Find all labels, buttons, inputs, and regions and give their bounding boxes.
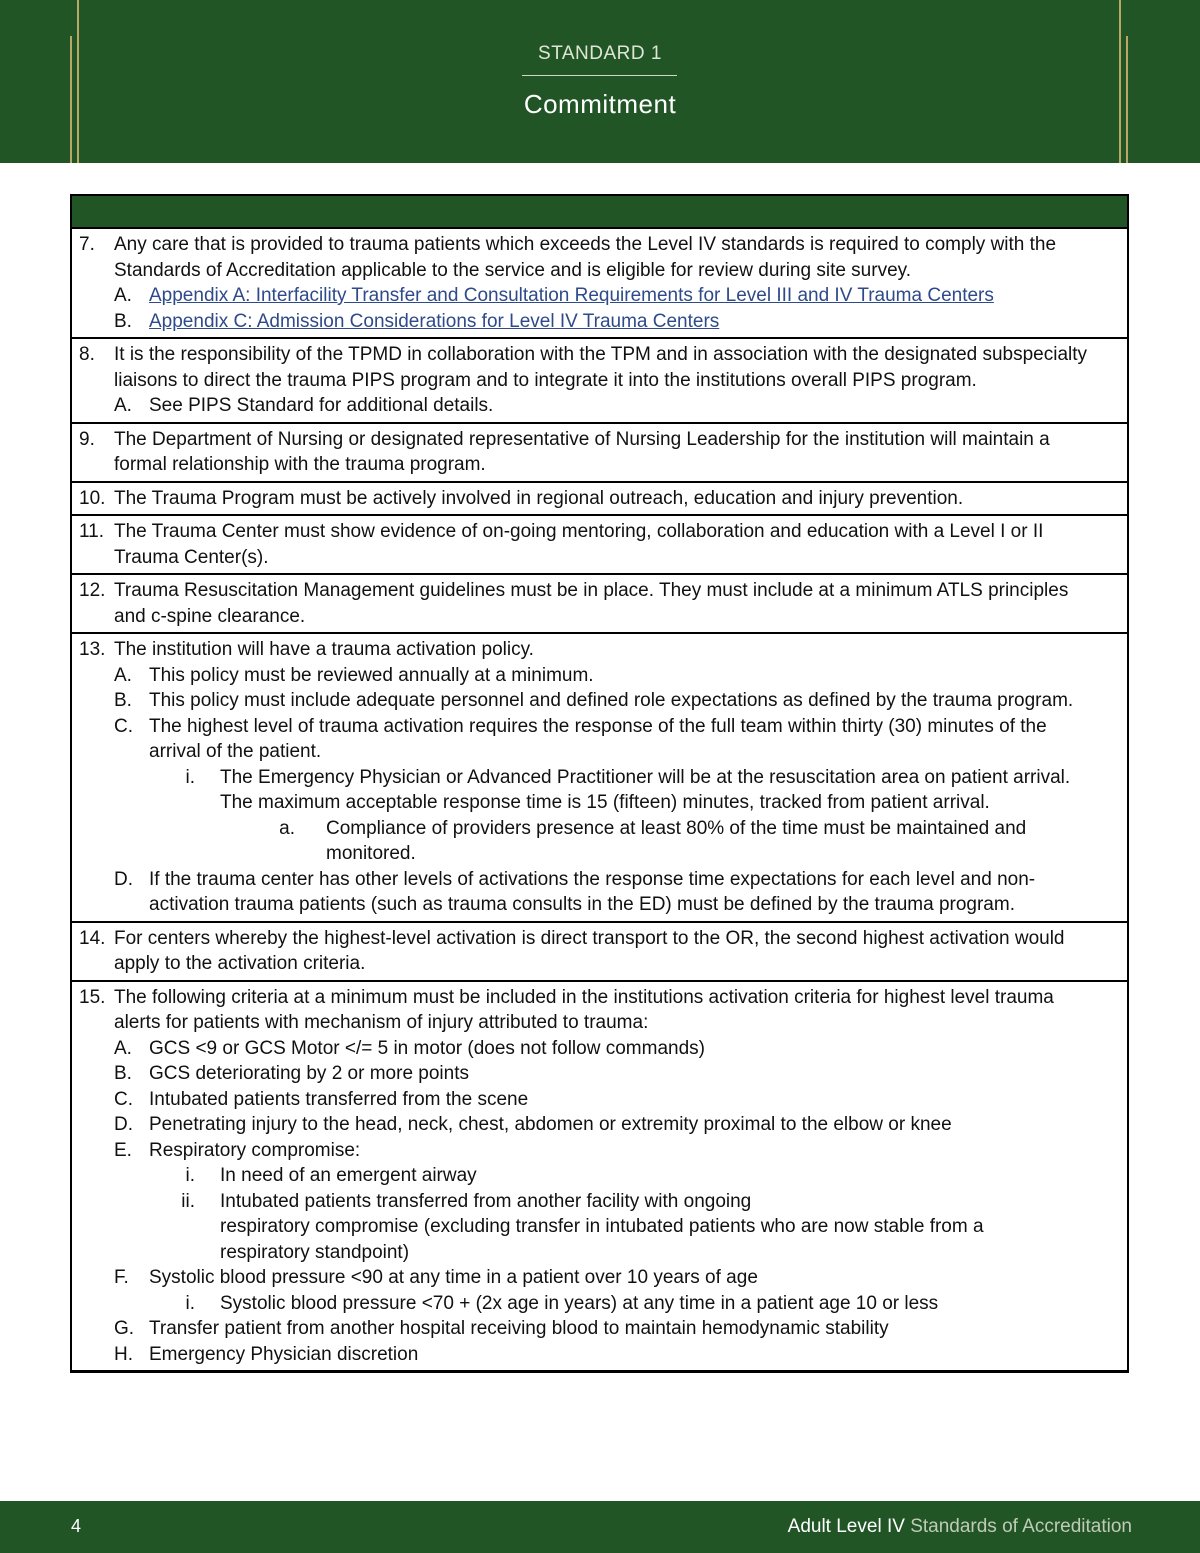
item-text: alerts for patients with mechanism of injury attributed to trauma: xyxy=(114,1012,649,1033)
table-row xyxy=(72,632,1127,921)
table-header-bar xyxy=(72,196,1127,229)
sub-text: Systolic blood pressure <90 at any time in a patient over 10 years of age xyxy=(149,1267,758,1288)
sub-label: G. xyxy=(114,1318,135,1339)
sub-label: F. xyxy=(114,1267,129,1288)
item-text: The Department of Nursing or designated representative of Nursing Leadership for the institution will maintain a xyxy=(114,428,1050,450)
sub-label: i. xyxy=(185,766,195,788)
gold-rule-left-inner xyxy=(77,0,79,163)
sub-label: a. xyxy=(279,817,295,839)
sub-label: C. xyxy=(114,715,133,737)
sub-text: If the trauma center has other levels of activations the response time expectations for each level and non- xyxy=(149,868,1036,890)
sub-text: GCS <9 or GCS Motor </= 5 in motor (does not follow commands) xyxy=(149,1037,705,1059)
sub-text: Penetrating injury to the head, neck, chest, abdomen or extremity proximal to the elbow or knee xyxy=(149,1114,952,1135)
table-row xyxy=(72,337,1127,422)
standards-table xyxy=(70,194,1129,1373)
appendix-c-link[interactable]: Appendix C: Admission Considerations for Level IV Trauma Centers xyxy=(149,310,720,332)
item-text: Trauma Resuscitation Management guidelines must be in place. They must include at a minimum ATLS principles xyxy=(114,580,1069,601)
item-text: apply to the activation criteria. xyxy=(114,953,366,974)
sub-text: activation trauma patients (such as trauma consults in the ED) must be defined by the trauma program. xyxy=(149,894,1015,915)
table-row xyxy=(72,514,1127,573)
sub-text: Respiratory compromise: xyxy=(149,1139,361,1161)
item-text: For centers whereby the highest-level activation is direct transport to the OR, the second highest activation would xyxy=(114,927,1065,949)
item-number: 11. xyxy=(79,521,105,542)
gold-rule-right-inner xyxy=(1119,0,1121,163)
sub-label: H. xyxy=(114,1343,133,1365)
sub-label: i. xyxy=(185,1292,195,1314)
table-row xyxy=(72,980,1127,1371)
item-number: 7. xyxy=(79,234,95,255)
item-text: The institution will have a trauma activation policy. xyxy=(114,639,534,660)
table-row xyxy=(72,229,1127,337)
item-number: 14. xyxy=(79,927,106,949)
page-number: 4 xyxy=(71,1516,82,1536)
header-divider xyxy=(522,75,677,76)
item-text: Trauma Center(s). xyxy=(114,546,269,568)
sub-label: C. xyxy=(114,1088,133,1110)
sub-label: B. xyxy=(114,1063,132,1084)
document-title-light: Standards of Accreditation xyxy=(910,1516,1132,1537)
standard-label: STANDARD 1 xyxy=(538,43,662,64)
document-title-bold: Adult Level IV xyxy=(787,1516,905,1537)
sub-label: D. xyxy=(114,868,133,890)
sub-text: The Emergency Physician or Advanced Practitioner will be at the resuscitation area on patient arrival. xyxy=(220,766,1071,788)
sub-text: monitored. xyxy=(326,843,416,864)
item-number: 8. xyxy=(79,344,95,365)
item-text: formal relationship with the trauma program. xyxy=(114,454,486,475)
sub-label: B. xyxy=(114,690,132,711)
sub-text: The maximum acceptable response time is 15 (fifteen) minutes, tracked from patient arrival. xyxy=(220,792,990,813)
table-row xyxy=(72,921,1127,980)
sub-text: arrival of the patient. xyxy=(149,741,322,762)
item-number: 9. xyxy=(79,428,95,450)
item-text: It is the responsibility of the TPMD in collaboration with the TPM and in association with the designated subspecialty xyxy=(114,344,1088,365)
item-number: 13. xyxy=(79,639,106,660)
sub-text: Intubated patients transferred from another facility with ongoing xyxy=(220,1190,752,1212)
table-row xyxy=(72,422,1127,481)
page-title: Commitment xyxy=(523,89,677,119)
sub-text: GCS deteriorating by 2 or more points xyxy=(149,1063,469,1084)
item-text: The Trauma Program must be actively involved in regional outreach, education and injury prevention. xyxy=(114,487,964,509)
sub-text: This policy must include adequate personnel and defined role expectations as defined by the trauma program. xyxy=(149,690,1074,711)
item-number: 15. xyxy=(79,986,106,1008)
sub-label: A. xyxy=(114,664,132,686)
item-text: Standards of Accreditation applicable to the service and is eligible for review during site survey. xyxy=(114,259,912,281)
sub-label: A. xyxy=(114,285,132,306)
appendix-a-link[interactable]: Appendix A: Interfacility Transfer and Consultation Requirements for Level III and IV Trauma Centers xyxy=(149,285,994,306)
table-row xyxy=(72,573,1127,632)
item-text: and c-spine clearance. xyxy=(114,605,306,627)
sub-text: Transfer patient from another hospital receiving blood to maintain hemodynamic stability xyxy=(149,1318,889,1339)
sub-text: Intubated patients transferred from the scene xyxy=(149,1088,529,1110)
sub-label: i. xyxy=(185,1165,195,1186)
sub-text: The highest level of trauma activation requires the response of the full team within thirty (30) minutes of the xyxy=(149,715,1047,737)
sub-label: D. xyxy=(114,1114,133,1135)
item-number: 10. xyxy=(79,487,106,509)
table-row xyxy=(72,481,1127,515)
sub-label: E. xyxy=(114,1139,132,1161)
sub-text: respiratory standpoint) xyxy=(220,1241,410,1263)
document-title xyxy=(788,1516,1132,1538)
item-number: 12. xyxy=(79,580,106,601)
sub-label: ii. xyxy=(181,1190,195,1212)
sub-text: Systolic blood pressure <70 + (2x age in years) at any time in a patient age 10 or less xyxy=(220,1292,939,1314)
item-text: The Trauma Center must show evidence of on-going mentoring, collaboration and education with a Level I or II xyxy=(114,521,1044,542)
sub-text: This policy must be reviewed annually at a minimum. xyxy=(149,664,594,686)
sub-label: A. xyxy=(114,1037,132,1059)
item-text: liaisons to direct the trauma PIPS program and to integrate it into the institutions overall PIPS program. xyxy=(114,369,977,391)
sub-text: In need of an emergent airway xyxy=(220,1165,477,1186)
sub-text: Emergency Physician discretion xyxy=(149,1343,419,1365)
sub-label: B. xyxy=(114,310,132,332)
sub-text: Compliance of providers presence at least 80% of the time must be maintained and xyxy=(326,817,1027,839)
page-header xyxy=(0,0,1200,163)
item-text: Any care that is provided to trauma patients which exceeds the Level IV standards is required to comply with the xyxy=(114,234,1057,255)
sub-text: respiratory compromise (excluding transfer in intubated patients who are now stable from a xyxy=(220,1216,984,1237)
sub-label: A. xyxy=(114,395,132,416)
sub-text: See PIPS Standard for additional details. xyxy=(149,395,494,416)
page-footer xyxy=(0,1501,1200,1553)
item-text: The following criteria at a minimum must be included in the institutions activation criteria for highest level trauma xyxy=(114,986,1054,1008)
